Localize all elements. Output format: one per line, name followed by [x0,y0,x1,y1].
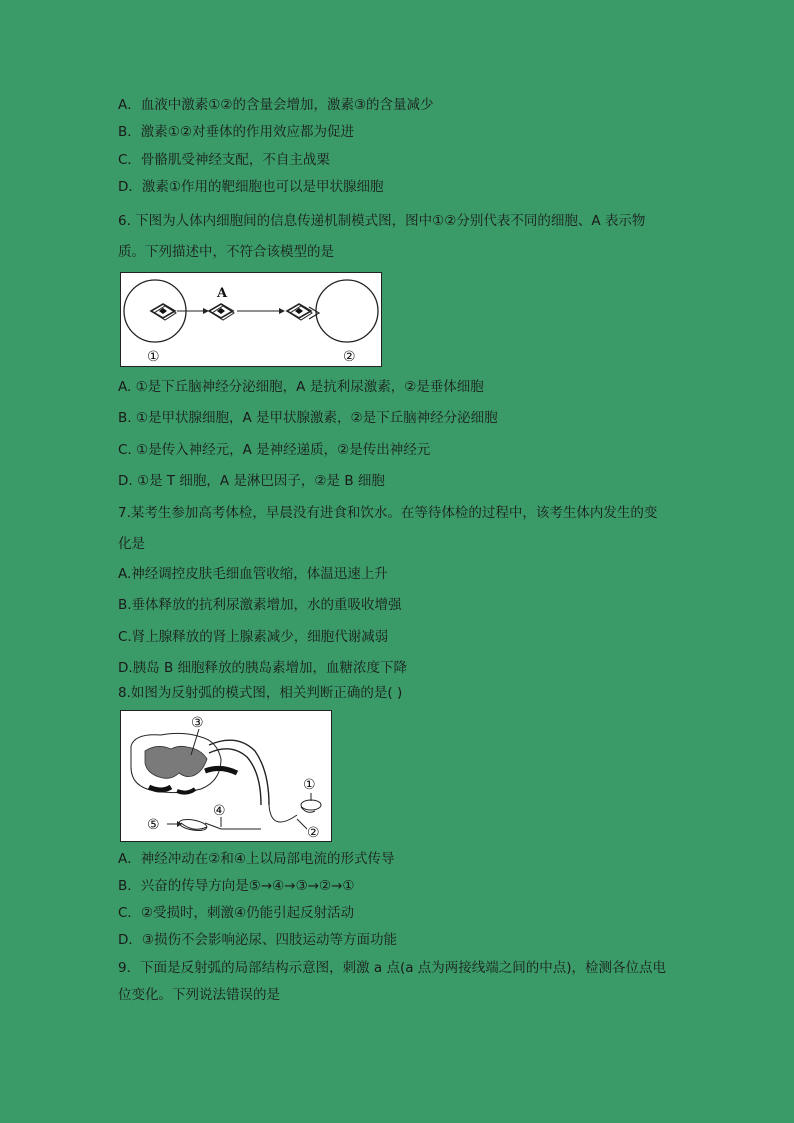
q7-option-a: A.神经调控皮肤毛细血管收缩，体温迅速上升 [118,566,388,582]
signal-molecule-icon [151,304,176,320]
q5-option-c: C．骨骼肌受神经支配，不自主战栗 [118,152,330,168]
label-2: ② [307,825,320,841]
label-4: ④ [213,803,226,819]
label-3: ③ [191,715,204,731]
q7-option-c: C.肾上腺释放的肾上腺素减少，细胞代谢减弱 [118,629,389,645]
q5-option-b: B．激素①②对垂体的作用效应都为促进 [118,124,354,140]
q6-stem-line2: 质。下列描述中，不符合该模型的是 [118,244,334,260]
label-cell-1: ① [147,349,160,365]
q7-stem-line2: 化是 [118,536,145,552]
q8-option-c: C．②受损时，刺激④仍能引起反射活动 [118,905,355,921]
q6-stem-line1: 6. 下图为人体内细胞间的信息传递机制模式图，图中①②分别代表不同的细胞、A 表示物 [118,213,646,229]
signal-molecule-a-icon [209,304,234,320]
cell-signal-diagram [121,273,381,366]
reflex-arc-diagram [121,711,331,841]
q9-stem-line2: 位变化。下列说法错误的是 [118,987,280,1003]
receptor-icon [301,800,321,812]
label-a: A [217,286,228,301]
q9-stem-line1: 9．下面是反射弧的局部结构示意图，刺激 a 点(a 点为两接线端之间的中点)，检测各位点电 [118,960,667,976]
signal-molecule-bound-icon [287,304,312,320]
q5-option-d: D．激素①作用的靶细胞也可以是甲状腺细胞 [118,179,384,195]
q7-option-d: D.胰岛 B 细胞释放的胰岛素增加，血糖浓度下降 [118,660,408,676]
q7-stem-line1: 7.某考生参加高考体检，早晨没有进食和饮水。在等待体检的过程中，该考生体内发生的变 [118,505,658,521]
q5-option-a: A．血液中激素①②的含量会增加，激素③的含量减少 [118,97,434,113]
q8-stem: 8.如图为反射弧的模式图，相关判断正确的是( ) [118,685,403,701]
q8-figure [120,710,332,842]
effector-icon [178,818,207,833]
q6-figure [120,272,382,367]
q8-option-a: A．神经冲动在②和④上以局部电流的形式传导 [118,851,395,867]
q6-option-b: B. ①是甲状腺细胞，A 是甲状腺激素，②是下丘脑神经分泌细胞 [118,410,498,426]
q8-option-d: D．③损伤不会影响泌尿、四肢运动等方面功能 [118,932,397,948]
label-5: ⑤ [147,817,160,833]
q6-option-c: C. ①是传入神经元，A 是神经递质，②是传出神经元 [118,442,431,458]
q6-option-a: A. ①是下丘脑神经分泌细胞，A 是抗利尿激素，②是垂体细胞 [118,379,484,395]
q7-option-b: B.垂体释放的抗利尿激素增加，水的重吸收增强 [118,597,402,613]
label-1: ① [303,777,316,793]
q6-option-d: D. ①是 T 细胞，A 是淋巴因子，②是 B 细胞 [118,473,385,489]
label-cell-2: ② [343,349,356,365]
q8-option-b: B．兴奋的传导方向是⑤→④→③→②→① [118,878,355,894]
